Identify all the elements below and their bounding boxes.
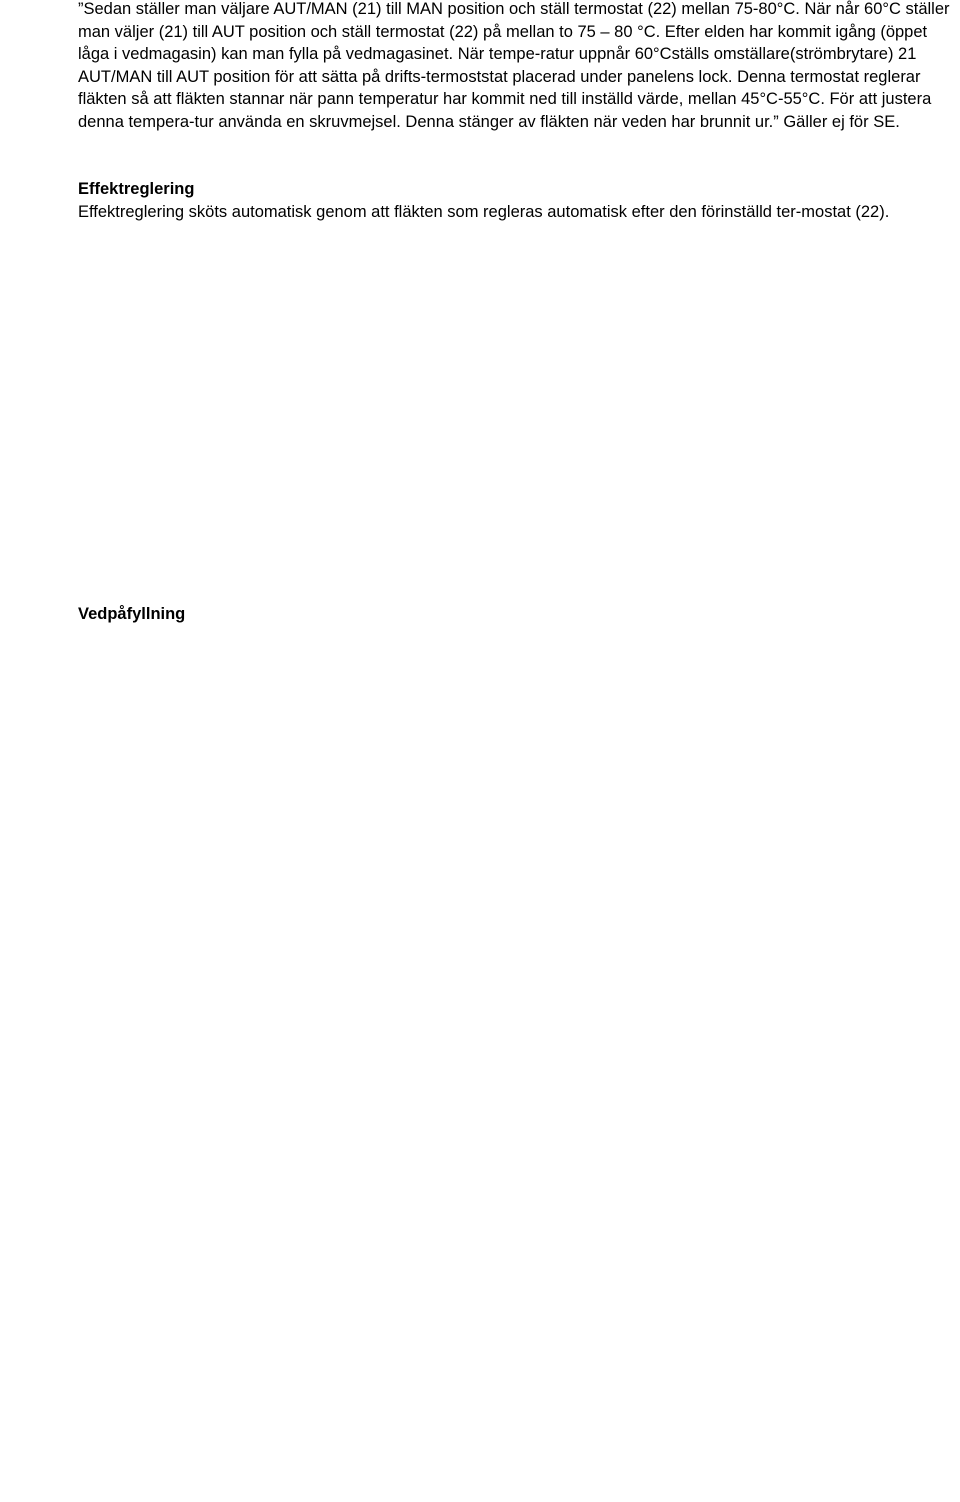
intro-text: ”Sedan ställer man väljare AUT/MAN (21) till MAN position och ställ termostat (22) mellan 75-80°C. När når 60°C ställer man väljer (21) till AUT position och ställ termostat (22) på mellan to 75 – 80 °C. Efter elden har kommit igång (öppet låga i vedmagasin) kan man fylla på vedmagasinet. När tempe-ratur uppnår 60°Cställs omställare(strömbrytare) 21 AUT/MAN till AUT position för att sätta på drifts-termoststat placerad under panelens lock. Denna termostat reglerar fläkten så att fläkten stannar när pann temperatur har kommit ned till inställd värde, mellan 45°C-55°C. För att justera denna tempera-tur använda en skruvmejsel. Denna stänger av fläkten när veden har brunnit ur.” Gäller ej för SE. [78,0,950,131]
vedpafyllning-heading: Vedpåfyllning [78,605,186,623]
effektreglering-text: Effektreglering sköts automatisk genom att fläkten som regleras automatisk efter den förinställd ter-mostat (22). [78,202,890,221]
effektreglering-heading: Effektreglering [78,180,195,198]
intro-paragraph [78,0,952,133]
section-vedpafyllning [78,289,952,312]
section-vedpafyllning [78,603,952,626]
section-effektreglering [78,178,952,223]
